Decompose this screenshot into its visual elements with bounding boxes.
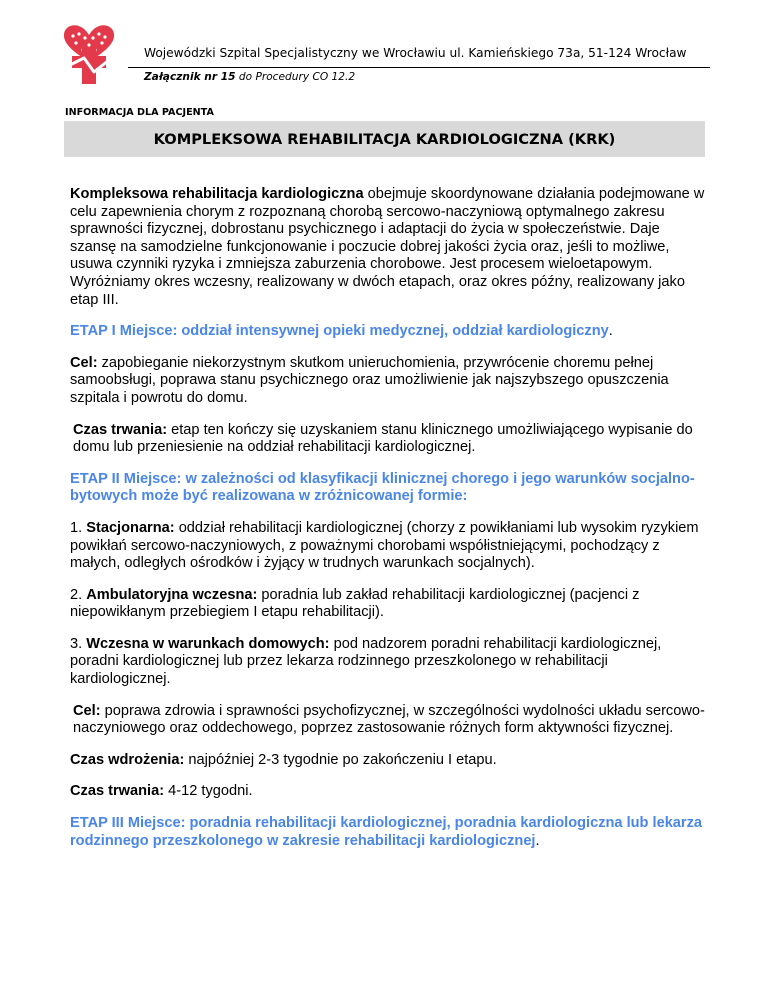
intro-paragraph — [70, 186, 710, 309]
intro-text: obejmuje skoordynowane działania podejmowane w celu zapewnienia chorym z rozpoznaną chorobą sercowo-naczyniową optymalnego zakresu sprawności fizycznej, dobrostanu psychicznego i adaptacji do życia w społeczeństwie. Daje szansę na samodzielne funkcjonowanie i poczucie dobrej jakości życia oraz, jeśli to możliwe, usuwa czynniki ryzyka i zmniejsza zaburzenia chorobowe. Jest procesem wieloetapowym. Wyróżniamy okres wczesny, realizowany w dwóch etapach, oraz okres późny, realizowany jako etap III. — [70, 186, 705, 308]
form-number: 3. — [70, 635, 87, 652]
form-text: oddział rehabilitacji kardiologicznej (chorzy z powikłaniami lub wysokim ryzykiem powikłań sercowo-naczyniowych, z poważnymi chorobami współistniejącymi, pochodzący z małych, odległych ośrodków i żyjący w trudnych warunkach socjalnych). — [70, 519, 699, 572]
etap2-duration-label: Czas trwania: — [70, 783, 165, 800]
hospital-logo — [56, 22, 122, 86]
form-text: poradnia lub zakład rehabilitacji kardiologicznej (pacjenci z niepowikłanym przebiegiem I etapu rehabilitacji). — [70, 586, 640, 621]
etap1-goal-label: Cel: — [70, 354, 98, 371]
etap1-heading-text: ETAP I Miejsce: oddział intensywnej opieki medycznej, oddział kardiologiczny — [70, 323, 609, 340]
etap2-form-1 — [70, 520, 710, 573]
attachment-procedure: do Procedury CO 12.2 — [235, 71, 356, 83]
form-text: pod nadzorem poradni rehabilitacji kardiologicznej, poradni kardiologicznej lub przez lekarza rodzinnego przeszkolonego w rehabilitacji kardiologicznej. — [70, 635, 662, 688]
etap1-goal-text: zapobieganie niekorzystnym skutkom unieruchomienia, przywrócenie choremu pełnej samoobsługi, poprawa stanu psychicznego oraz umożliwienie jak najszybszego opuszczenia szpitala i powrotu do domu. — [70, 354, 669, 406]
etap1-duration-label: Czas trwania: — [73, 421, 168, 438]
etap2-goal-text: poprawa zdrowia i sprawności psychofizycznej, w szczególności wydolności układu sercowo-naczyniowego oraz oddechowego, poprzez zastosowanie różnych form aktywności fizycznej. — [73, 702, 705, 737]
etap1-goal — [70, 355, 710, 408]
etap2-implementation-text: najpóźniej 2-3 tygodnie po zakończeniu I etapu. — [184, 751, 497, 768]
etap2-form-2 — [70, 587, 710, 622]
attachment-number: Załącznik nr 15 — [144, 71, 236, 83]
etap2-goal-label: Cel: — [73, 702, 101, 719]
etap3-heading — [70, 815, 710, 850]
header-divider — [128, 67, 710, 68]
intro-term: Kompleksowa rehabilitacja kardiologiczna — [70, 186, 364, 202]
etap2-implementation-label: Czas wdrożenia: — [70, 751, 185, 768]
info-label: INFORMACJA DLA PACJENTA — [65, 107, 214, 118]
etap2-duration-text: 4-12 tygodni. — [164, 783, 253, 800]
etap2-heading — [70, 471, 710, 506]
form-label: Stacjonarna: — [86, 519, 175, 536]
etap1-duration-text: etap ten kończy się uzyskaniem stanu klinicznego umożliwiającego wypisanie do domu lub przeniesienie na oddział rehabilitacji kardiologicznej. — [73, 421, 693, 456]
etap3-heading-text: ETAP III Miejsce: poradnia rehabilitacji kardiologicznej, poradnia kardiologiczna lub lekarza rodzinnego przeszkolonego w zakresie rehabilitacji kardiologicznej — [70, 815, 703, 849]
attachment-line — [144, 71, 355, 83]
etap1-duration — [70, 422, 710, 457]
hospital-address: Wojewódzki Szpital Specjalistyczny we Wrocławiu ul. Kamieńskiego 73a, 51-124 Wrocław — [144, 46, 687, 60]
form-label: Ambulatoryjna wczesna: — [86, 586, 258, 603]
etap1-heading — [70, 323, 710, 341]
page-title: KOMPLEKSOWA REHABILITACJA KARDIOLOGICZNA (KRK) — [153, 130, 616, 148]
etap2-heading-text: ETAP II Miejsce: w zależności od klasyfikacji klinicznej chorego i jego warunków socjalno-bytowych może być realizowana w zróżnicowanej formie: — [70, 470, 695, 505]
document-body — [70, 186, 710, 864]
title-banner — [64, 121, 705, 157]
etap2-duration — [70, 783, 710, 801]
form-label: Wczesna w warunkach domowych: — [86, 635, 330, 652]
form-number: 2. — [70, 586, 87, 603]
cross-icon — [68, 48, 114, 84]
etap3-heading-end: . — [535, 832, 540, 849]
etap2-implementation — [70, 752, 710, 770]
etap2-form-3 — [70, 636, 710, 689]
etap2-goal — [70, 703, 710, 738]
form-number: 1. — [70, 519, 87, 536]
etap1-heading-end: . — [608, 323, 613, 340]
